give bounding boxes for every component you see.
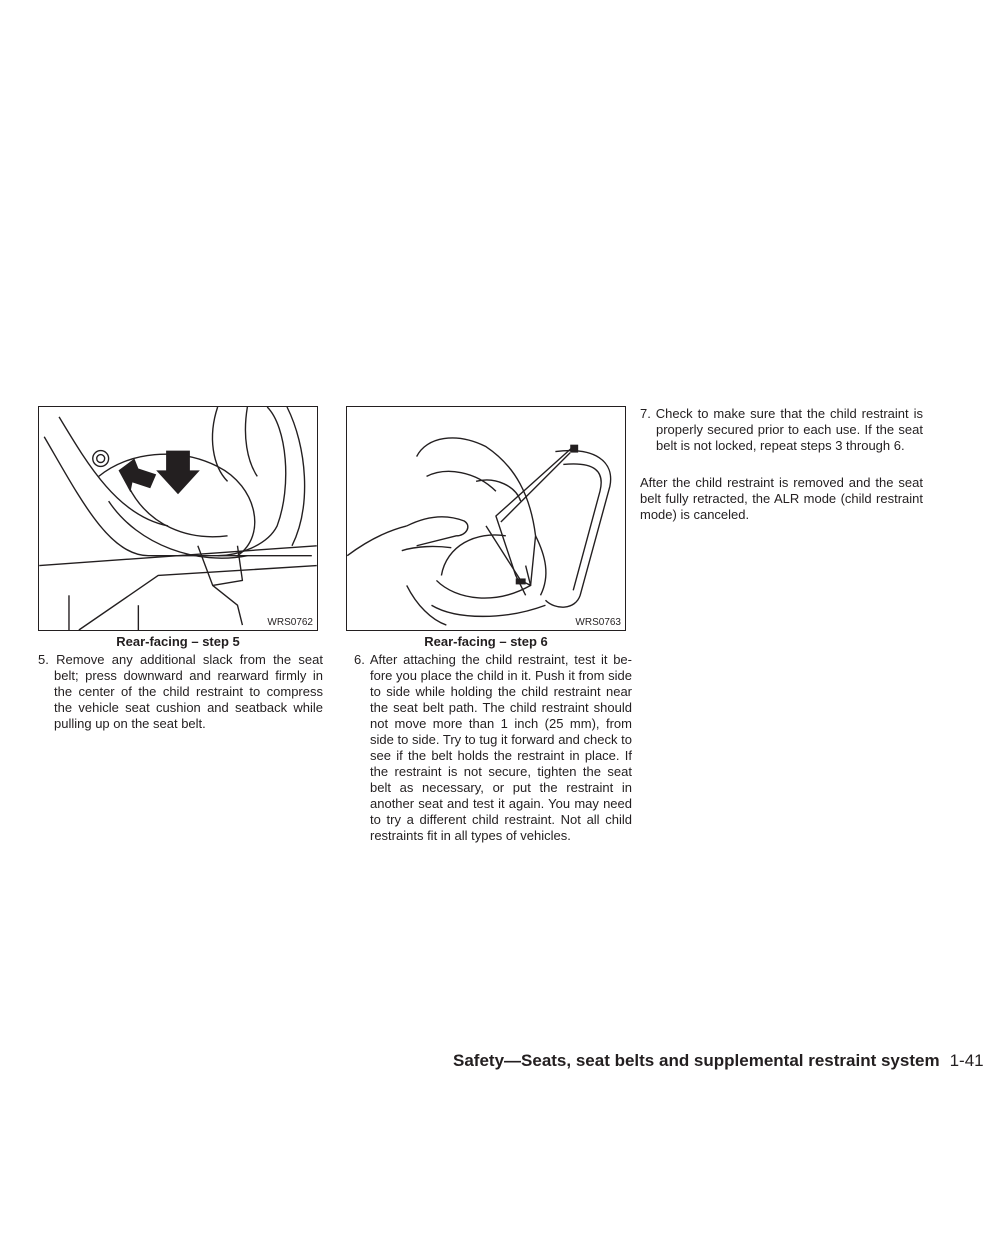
figure-code: WRS0762 [267, 617, 313, 628]
figure-rear-facing-step-5 [38, 406, 318, 631]
step-number: 7. [640, 406, 651, 421]
figure-code: WRS0763 [575, 617, 621, 628]
step-text: Check to make sure that the child restraint is properly secured prior to each use. If the seat belt is not locked, repeat steps 3 through 6. [655, 406, 923, 453]
step-number: 6. [354, 652, 365, 667]
figure-caption: Rear-facing – step 6 [424, 634, 548, 649]
instruction-step-5 [38, 652, 323, 732]
illustration-testing-child-restraint [347, 407, 625, 630]
page-number: 1-41 [949, 1051, 984, 1070]
illustration-pressing-child-restraint [39, 407, 317, 630]
page-footer [453, 1051, 984, 1071]
alr-mode-note: After the child restraint is removed and the seat belt fully retracted, the ALR mode (child restraint mode) is canceled. [640, 475, 923, 522]
instruction-step-7 [640, 406, 923, 454]
section-title: Safety—Seats, seat belts and supplemental restraint system [453, 1051, 940, 1070]
instruction-step-6 [354, 652, 632, 844]
step-number: 5. [38, 652, 49, 667]
step-text: Remove any additional slack from the seat belt; press downward and rearward firmly in the center of the child restraint to compress the vehicle seat cushion and seatback while pulling up on the seat belt. [54, 652, 323, 731]
figure-caption: Rear-facing – step 5 [116, 634, 240, 649]
figure-rear-facing-step-6 [346, 406, 626, 631]
step-text: After attaching the child restraint, test it be-fore you place the child in it. Push it from side to side while holding the child restraint near the seat belt path. The child restraint should not move more than 1 inch (25 mm), from side to side. Try to tug it forward and check to see if the belt holds the restraint in place. If the restraint is not secure, tighten the seat belt as necessary, or put the restraint in another seat and test it again. You may need to try a different child restraint. Not all child restraints fit in all types of vehicles. [369, 652, 632, 843]
